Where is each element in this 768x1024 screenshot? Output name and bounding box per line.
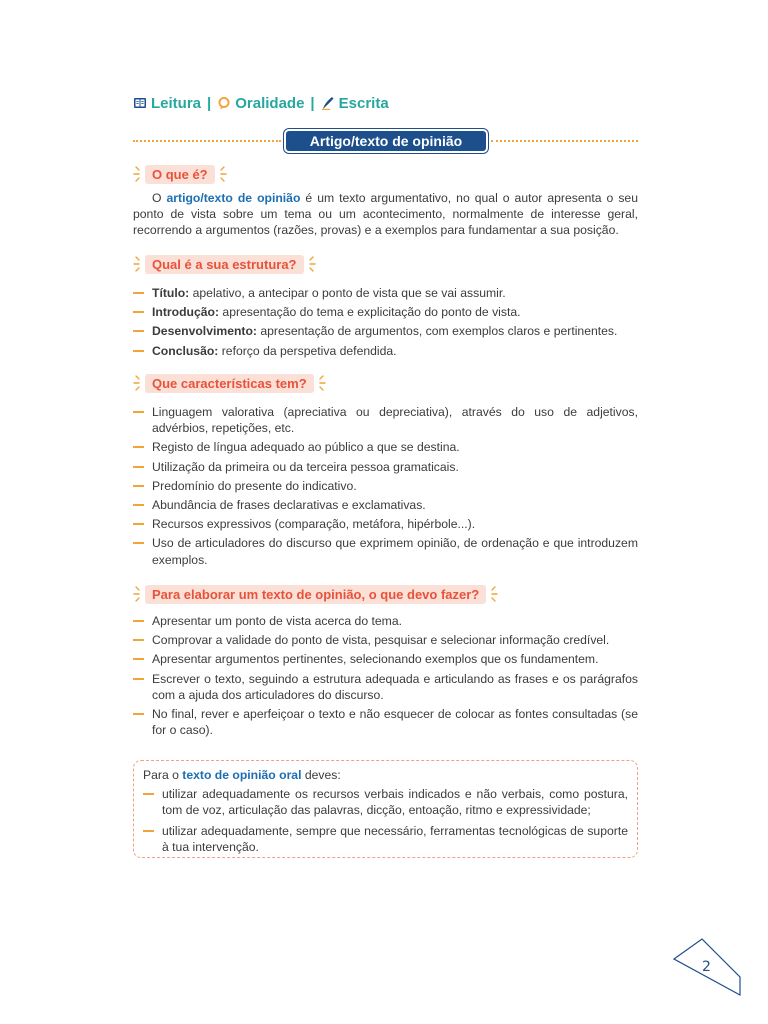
sparkle-left-icon <box>133 374 145 392</box>
section-title: O que é? <box>145 165 215 184</box>
features-list <box>133 404 638 568</box>
book-icon <box>133 96 147 110</box>
nav-leitura: Leitura <box>151 94 202 112</box>
page-number: 2 <box>702 959 711 975</box>
list-item: Abundância de frases declarativas e exclamativas. <box>133 497 638 513</box>
definition-term: artigo/texto de opinião <box>166 191 301 205</box>
list-item-text: apresentação do tema e explicitação do ponto de vista. <box>219 305 521 320</box>
list-item <box>133 304 638 320</box>
list-item: Apresentar argumentos pertinentes, selecionando exemplos que os fundamentem. <box>133 651 638 667</box>
list-item-text: apresentação de argumentos, com exemplos claros e pertinentes. <box>256 324 618 339</box>
oral-intro-text: Para o <box>143 768 183 782</box>
speech-bubble-icon <box>217 96 231 110</box>
oral-intro <box>143 767 628 783</box>
nav-escrita: Escrita <box>338 94 389 112</box>
list-item <box>133 285 638 301</box>
oral-tips-box <box>133 760 638 858</box>
nav-separator: | <box>207 94 212 112</box>
sparkle-left-icon <box>133 585 145 603</box>
oral-list <box>143 786 628 855</box>
section-header-features <box>133 373 326 393</box>
list-item-text: reforço da perspetiva defendida. <box>218 343 397 358</box>
list-item <box>133 323 638 339</box>
list-item <box>133 343 638 359</box>
list-item: utilizar adequadamente os recursos verbais indicados e não verbais, como postura, tom de voz, articulação das palavras, dicção, entoação, ritmo e expressividade; <box>143 786 628 818</box>
definition-paragraph <box>133 190 638 239</box>
sparkle-right-icon <box>304 255 316 273</box>
list-item: Recursos expressivos (comparação, metáfora, hipérbole...). <box>133 516 638 532</box>
list-item-term: Título: <box>152 286 190 300</box>
page-title: Artigo/texto de opinião <box>286 131 486 151</box>
title-band <box>133 131 638 151</box>
list-item: Comprovar a validade do ponto de vista, pesquisar e selecionar informação credível. <box>133 632 638 648</box>
nav-oralidade: Oralidade <box>235 94 305 112</box>
dotted-rule <box>133 140 281 142</box>
list-item-text: apelativo, a antecipar o ponto de vista que se vai assumir. <box>189 286 506 300</box>
section-header-what <box>133 164 227 184</box>
oral-intro-text: deves: <box>301 768 341 782</box>
sparkle-right-icon <box>314 374 326 392</box>
section-header-structure <box>133 254 316 274</box>
list-item-term: Introdução: <box>152 305 220 320</box>
list-item: Predomínio do presente do indicativo. <box>133 478 638 494</box>
structure-list <box>133 285 638 359</box>
section-title: Qual é a sua estrutura? <box>145 255 304 274</box>
list-item: Utilização da primeira ou da terceira pessoa gramaticais. <box>133 459 638 475</box>
sparkle-left-icon <box>133 255 145 273</box>
nav-separator: | <box>310 94 315 112</box>
page-number-badge <box>672 937 742 997</box>
list-item: Linguagem valorativa (apreciativa ou depreciativa), através do uso de adjetivos, advérbios, repetições, etc. <box>133 404 638 436</box>
definition-text: O <box>152 191 167 205</box>
howto-list <box>133 613 638 738</box>
list-item: Apresentar um ponto de vista acerca do tema. <box>133 613 638 629</box>
sparkle-right-icon <box>215 165 227 183</box>
list-item: Registo de língua adequado ao público a que se destina. <box>133 439 638 455</box>
section-nav <box>133 92 389 114</box>
list-item: No final, rever e aperfeiçoar o texto e não esquecer de colocar as fontes consultadas (se for o caso). <box>133 706 638 738</box>
section-title: Para elaborar um texto de opinião, o que devo fazer? <box>145 585 486 604</box>
list-item: Escrever o texto, seguindo a estrutura adequada e articulando as frases e os parágrafos com a ajuda dos articuladores do discurso. <box>133 671 638 703</box>
pen-icon <box>321 96 335 110</box>
section-title: Que características tem? <box>145 374 314 393</box>
list-item: Uso de articuladores do discurso que exprimem opinião, de ordenação e que introduzem exemplos. <box>133 535 638 567</box>
definition-text: é um texto argumentativo, no qual o autor apresenta o seu ponto de vista sobre um tema ou um acontecimento, normalmente de interesse geral, recorrendo a argumentos (razões, provas) e a exemplos para fundamentar a sua posição. <box>133 191 638 238</box>
list-item-term: Conclusão: <box>152 343 219 358</box>
dotted-rule <box>491 140 638 142</box>
sparkle-left-icon <box>133 165 145 183</box>
list-item: utilizar adequadamente, sempre que necessário, ferramentas tecnológicas de suporte à tua intervenção. <box>143 823 628 855</box>
list-item-term: Desenvolvimento: <box>152 324 257 339</box>
oral-intro-term: texto de opinião oral <box>182 768 302 782</box>
sparkle-right-icon <box>486 585 498 603</box>
section-header-howto <box>133 584 498 604</box>
